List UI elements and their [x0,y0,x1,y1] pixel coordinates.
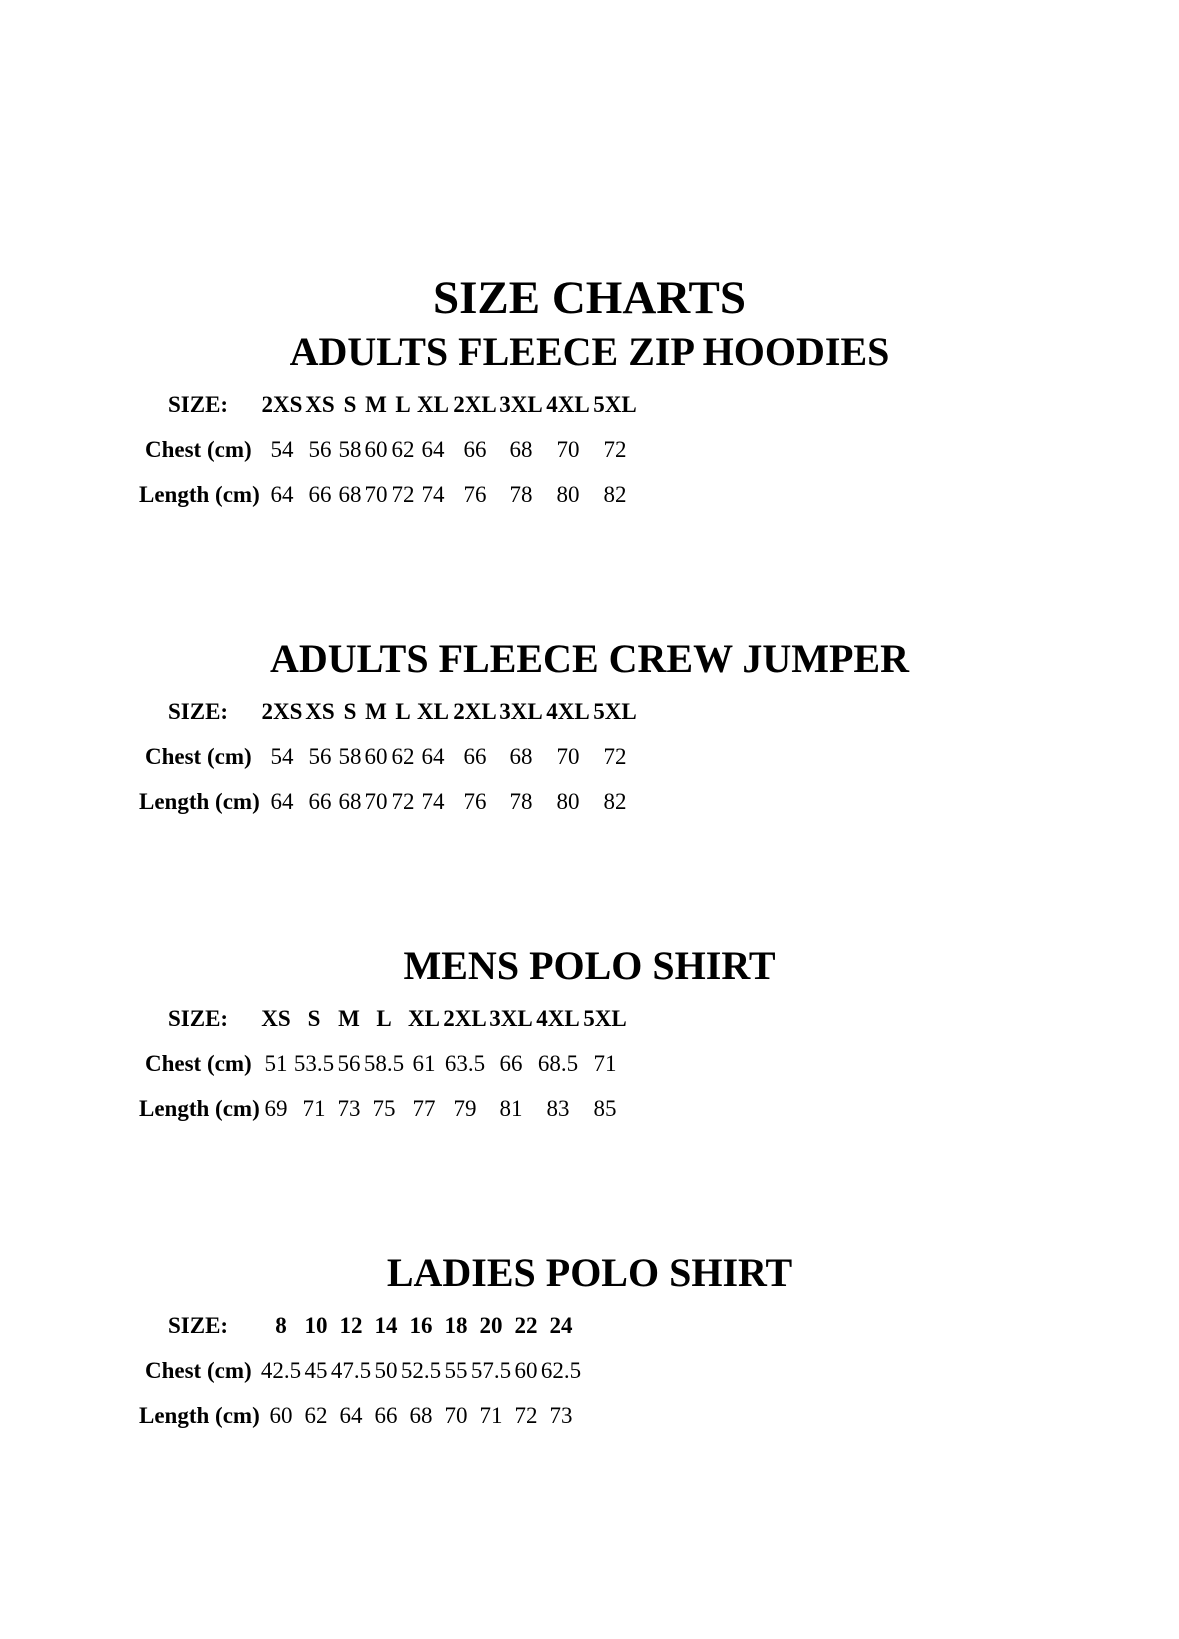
size-cell: XS [261,1006,291,1031]
chest-label: Chest (cm) [145,437,252,462]
length-value-cell: 81 [499,1096,523,1121]
chest-value-cell: 58.5 [363,1051,405,1076]
chest-value-cell: 60 [364,437,388,462]
size-label: SIZE: [168,1313,229,1338]
chest-value-cell: 42.5 [260,1358,302,1383]
size-cell: 12 [339,1313,363,1338]
size-cell: 5XL [583,1006,627,1031]
size-cell: 24 [549,1313,573,1338]
chest-value-cell: 66 [463,437,487,462]
section-heading: ADULTS FLEECE CREW JUMPER [269,636,909,681]
chest-value-cell: 56 [308,437,332,462]
size-cell: 2XL [443,1006,487,1031]
chest-value-cell: 54 [270,744,294,769]
length-value-cell: 80 [556,789,580,814]
chest-value-cell: 56 [308,744,332,769]
section-heading: LADIES POLO SHIRT [386,1250,793,1295]
chest-value-cell: 61 [412,1051,436,1076]
length-value-cell: 72 [391,482,415,507]
length-value-cell: 83 [546,1096,570,1121]
length-value-cell: 70 [444,1403,468,1428]
chest-value-cell: 55 [444,1358,468,1383]
length-value-cell: 68 [338,482,362,507]
size-cell: 2XL [453,392,497,417]
size-cell: XS [305,392,335,417]
size-cell: 5XL [593,392,637,417]
length-value-cell: 68 [409,1403,433,1428]
chest-value-cell: 68.5 [537,1051,579,1076]
size-cell: 14 [374,1313,398,1338]
page-title: SIZE CHARTS [432,272,747,324]
chest-value-cell: 60 [364,744,388,769]
size-cell: S [307,1006,321,1031]
length-label: Length (cm) [139,1403,260,1428]
chest-value-cell: 58 [338,437,362,462]
chest-value-cell: 51 [264,1051,288,1076]
size-cell: 4XL [536,1006,580,1031]
chest-value-cell: 58 [338,744,362,769]
chest-value-cell: 72 [603,744,627,769]
size-label: SIZE: [168,1006,229,1031]
size-cell: 3XL [499,392,543,417]
size-cell: M [338,1006,360,1031]
length-value-cell: 68 [338,789,362,814]
chest-value-cell: 70 [556,437,580,462]
length-value-cell: 64 [270,482,294,507]
length-value-cell: 79 [453,1096,477,1121]
length-value-cell: 64 [339,1403,363,1428]
size-cell: XL [408,1006,440,1031]
length-value-cell: 85 [593,1096,617,1121]
length-value-cell: 72 [514,1403,538,1428]
length-value-cell: 71 [302,1096,326,1121]
size-cell: 2XL [453,699,497,724]
size-cell: 16 [409,1313,433,1338]
size-cell: 10 [304,1313,328,1338]
chest-value-cell: 54 [270,437,294,462]
chest-value-cell: 66 [499,1051,523,1076]
length-value-cell: 66 [374,1403,398,1428]
length-value-cell: 80 [556,482,580,507]
chest-value-cell: 66 [463,744,487,769]
chest-value-cell: 71 [593,1051,617,1076]
size-cell: L [376,1006,392,1031]
size-cell: 20 [479,1313,503,1338]
chest-value-cell: 63.5 [444,1051,486,1076]
chest-value-cell: 68 [509,437,533,462]
length-value-cell: 70 [364,789,388,814]
size-cell: 5XL [593,699,637,724]
length-value-cell: 72 [391,789,415,814]
chest-label: Chest (cm) [145,744,252,769]
length-value-cell: 74 [421,789,445,814]
chest-value-cell: 50 [374,1358,398,1383]
length-value-cell: 77 [412,1096,436,1121]
chest-value-cell: 72 [603,437,627,462]
size-cell: 4XL [546,699,590,724]
size-cell: 2XS [261,392,303,417]
length-value-cell: 76 [463,789,487,814]
size-cell: 22 [514,1313,538,1338]
size-cell: S [343,392,357,417]
length-label: Length (cm) [139,482,260,507]
size-cell: L [395,699,411,724]
length-value-cell: 75 [372,1096,396,1121]
chest-label: Chest (cm) [145,1051,252,1076]
length-value-cell: 66 [308,482,332,507]
chest-value-cell: 60 [514,1358,538,1383]
size-cell: XL [417,699,449,724]
size-cell: 8 [275,1313,287,1338]
chest-value-cell: 68 [509,744,533,769]
length-value-cell: 71 [479,1403,503,1428]
length-label: Length (cm) [139,789,260,814]
size-cell: 18 [444,1313,468,1338]
size-cell: M [365,699,387,724]
size-cell: 4XL [546,392,590,417]
chest-value-cell: 70 [556,744,580,769]
size-cell: L [395,392,411,417]
size-cell: M [365,392,387,417]
length-value-cell: 76 [463,482,487,507]
length-value-cell: 82 [603,789,627,814]
size-cell: 3XL [489,1006,533,1031]
length-value-cell: 82 [603,482,627,507]
length-value-cell: 69 [264,1096,288,1121]
chest-value-cell: 62.5 [540,1358,582,1383]
length-value-cell: 78 [509,482,533,507]
length-value-cell: 78 [509,789,533,814]
length-value-cell: 64 [270,789,294,814]
section-heading: ADULTS FLEECE ZIP HOODIES [289,329,890,374]
size-cell: S [343,699,357,724]
size-label: SIZE: [168,392,229,417]
length-label: Length (cm) [139,1096,260,1121]
section-heading: MENS POLO SHIRT [403,943,776,988]
chest-value-cell: 64 [421,744,445,769]
length-value-cell: 66 [308,789,332,814]
chest-label: Chest (cm) [145,1358,252,1383]
chest-value-cell: 52.5 [400,1358,442,1383]
chest-value-cell: 64 [421,437,445,462]
size-cell: 3XL [499,699,543,724]
size-label: SIZE: [168,699,229,724]
length-value-cell: 62 [304,1403,328,1428]
length-value-cell: 70 [364,482,388,507]
chest-value-cell: 53.5 [293,1051,335,1076]
length-value-cell: 60 [269,1403,293,1428]
chest-value-cell: 62 [391,744,415,769]
size-cell: 2XS [261,699,303,724]
chest-value-cell: 57.5 [470,1358,512,1383]
size-cell: XL [417,392,449,417]
chest-value-cell: 56 [337,1051,361,1076]
chest-value-cell: 62 [391,437,415,462]
chest-value-cell: 47.5 [330,1358,372,1383]
chest-value-cell: 45 [304,1358,328,1383]
size-cell: XS [305,699,335,724]
length-value-cell: 73 [549,1403,573,1428]
length-value-cell: 73 [337,1096,361,1121]
length-value-cell: 74 [421,482,445,507]
